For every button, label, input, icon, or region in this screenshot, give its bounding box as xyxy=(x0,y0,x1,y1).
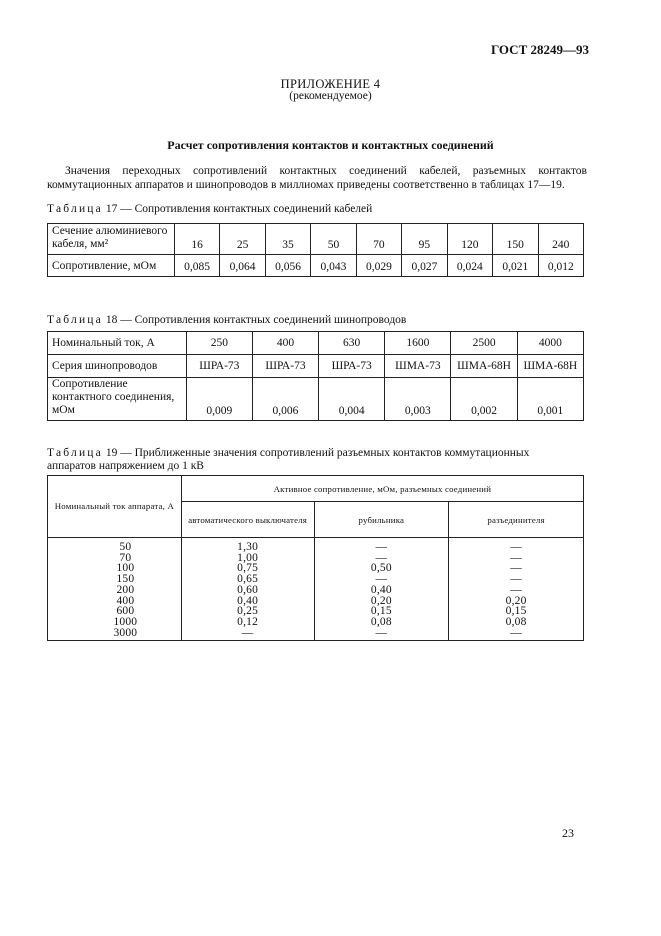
table17-caption-word: Таблица xyxy=(47,203,103,215)
table19-cell: — xyxy=(510,583,522,596)
table17-cell: 0,021 xyxy=(493,255,538,277)
table17-cell: 0,056 xyxy=(265,255,310,277)
table17-cell: 95 xyxy=(402,224,447,255)
table19-cell: — xyxy=(510,562,522,575)
table19-col1-header: автоматического выключателя xyxy=(181,502,314,538)
table19-cell: 0,20 xyxy=(370,594,392,607)
table19-cell: — xyxy=(241,626,254,639)
table17 xyxy=(47,223,584,277)
table17-cell: 0,024 xyxy=(447,255,492,277)
table17-cell: 70 xyxy=(356,224,401,255)
table18-cell: ШМА-68Н xyxy=(517,355,583,378)
table19-col-disconnector xyxy=(449,538,584,641)
table19-cell: 1,30 xyxy=(237,541,259,553)
table19-col0-header: Номинальный ток аппарата, А xyxy=(48,476,182,538)
table19-col2-header: рубильника xyxy=(314,502,449,538)
table19-cell: 0,40 xyxy=(370,583,392,596)
table19-cell: 150 xyxy=(116,573,135,586)
table19-cell: 70 xyxy=(119,551,132,564)
table19-cell: — xyxy=(510,541,522,553)
table18-cell: ШРА-73 xyxy=(319,355,385,378)
table19-cell: — xyxy=(375,573,388,586)
table17-cell: 50 xyxy=(311,224,356,255)
table19-cell: 0,75 xyxy=(237,562,259,575)
table17-cell: 0,027 xyxy=(402,255,447,277)
intro-text: Значения переходных сопротивлений контактных соединений кабелей, разъемных контактов коммутационных аппаратов и шинопроводов в миллиомах приведены соответственно в таблицах 17—19. xyxy=(47,165,587,191)
table17-cell: 0,012 xyxy=(538,255,583,277)
table19-caption-text: 19 — Приближенные значения сопротивлений разъемных контактов коммутационных аппаратов напряжением до 1 кВ xyxy=(47,447,530,472)
table19-group-header: Активное сопротивление, мОм, разъемных соединений xyxy=(181,476,583,502)
table17-cell: 0,064 xyxy=(220,255,265,277)
table19-cell: — xyxy=(375,541,388,553)
table17-row2-label: Сопротивление, мОм xyxy=(48,255,175,277)
table18-cell: ШМА-73 xyxy=(385,355,451,378)
table18-cell: 0,003 xyxy=(385,378,451,421)
table19-cell: 0,25 xyxy=(237,605,259,618)
table19-cell: 1,00 xyxy=(237,551,259,564)
table18-cell: ШРА-73 xyxy=(186,355,252,378)
table17-cell: 120 xyxy=(447,224,492,255)
table19-cell: 0,50 xyxy=(370,562,392,575)
table17-cell: 0,043 xyxy=(311,255,356,277)
table17-cell: 240 xyxy=(538,224,583,255)
table19-cell: 0,15 xyxy=(370,605,392,618)
appendix-title: ПРИЛОЖЕНИЕ 4 xyxy=(280,77,381,91)
section-heading: Расчет сопротивления контактов и контактных соединений xyxy=(167,138,494,152)
table17-cell: 0,085 xyxy=(174,255,219,277)
table19-cell: 0,60 xyxy=(237,583,259,596)
table19-cell: 400 xyxy=(116,594,135,607)
table19-cell: 0,08 xyxy=(370,615,392,628)
table18 xyxy=(47,331,584,421)
table19-cell: 200 xyxy=(116,583,135,596)
table18-row1-label: Номинальный ток, А xyxy=(48,332,187,355)
table18-row2-label: Серия шинопроводов xyxy=(48,355,187,378)
table19-cell: — xyxy=(510,551,522,564)
table19-col-breaker xyxy=(181,538,314,641)
table19-cell: 600 xyxy=(116,605,135,618)
standard-number: ГОСТ 28249—93 xyxy=(490,42,589,57)
table19-cell: 1000 xyxy=(113,615,138,628)
table18-cell: ШРА-73 xyxy=(252,355,318,378)
table17-cell: 25 xyxy=(220,224,265,255)
table19-cell: 0,15 xyxy=(505,605,527,618)
table19-cell: — xyxy=(375,626,388,639)
table19 xyxy=(47,475,584,641)
table19-col-switch xyxy=(314,538,449,641)
table18-cell: 0,004 xyxy=(319,378,385,421)
table18-cell: ШМА-68Н xyxy=(451,355,517,378)
table19-cell: — xyxy=(510,626,522,639)
table19-cell: 50 xyxy=(119,541,132,553)
table19-cell: 0,65 xyxy=(237,573,259,586)
table19-cell: 0,40 xyxy=(237,594,259,607)
table18-cell: 2500 xyxy=(451,332,517,355)
table17-cell: 16 xyxy=(174,224,219,255)
table17-caption-text: 17 — Сопротивления контактных соединений кабелей xyxy=(102,203,373,215)
table18-cell: 0,002 xyxy=(451,378,517,421)
table19-col-currents xyxy=(48,538,182,641)
table18-cell: 400 xyxy=(252,332,318,355)
table18-cell: 0,009 xyxy=(186,378,252,421)
page-number: 23 xyxy=(562,826,574,840)
table17-cell: 150 xyxy=(493,224,538,255)
table19-cell: — xyxy=(375,551,388,564)
table19-cell: 100 xyxy=(116,562,135,575)
table19-cell: — xyxy=(510,573,522,586)
table18-cell: 1600 xyxy=(385,332,451,355)
table18-caption xyxy=(47,314,406,326)
table19-caption-word: Таблица xyxy=(47,447,103,459)
table18-cell: 630 xyxy=(319,332,385,355)
table17-cell: 0,029 xyxy=(356,255,401,277)
table18-row3-label: Сопротивление контактного соединения, мОм xyxy=(48,378,187,421)
intro-paragraph xyxy=(47,164,587,192)
table18-caption-text: 18 — Сопротивления контактных соединений шинопроводов xyxy=(102,314,407,326)
table18-cell: 4000 xyxy=(517,332,583,355)
table18-cell: 0,001 xyxy=(517,378,583,421)
table19-caption xyxy=(47,447,547,473)
appendix-note: (рекомендуемое) xyxy=(289,90,372,102)
table17-cell: 35 xyxy=(265,224,310,255)
table17-row1-label: Сечение алюминиевого кабеля, мм² xyxy=(48,224,175,255)
table18-cell: 0,006 xyxy=(252,378,318,421)
table19-cell: 0,20 xyxy=(505,594,527,607)
table17-caption xyxy=(47,203,372,215)
table18-caption-word: Таблица xyxy=(47,314,103,326)
table19-cell: 0,08 xyxy=(505,615,527,628)
table19-cell: 0,12 xyxy=(237,615,259,628)
table18-cell: 250 xyxy=(186,332,252,355)
table19-cell: 3000 xyxy=(113,626,138,639)
table19-col3-header: разъединителя xyxy=(449,502,584,538)
